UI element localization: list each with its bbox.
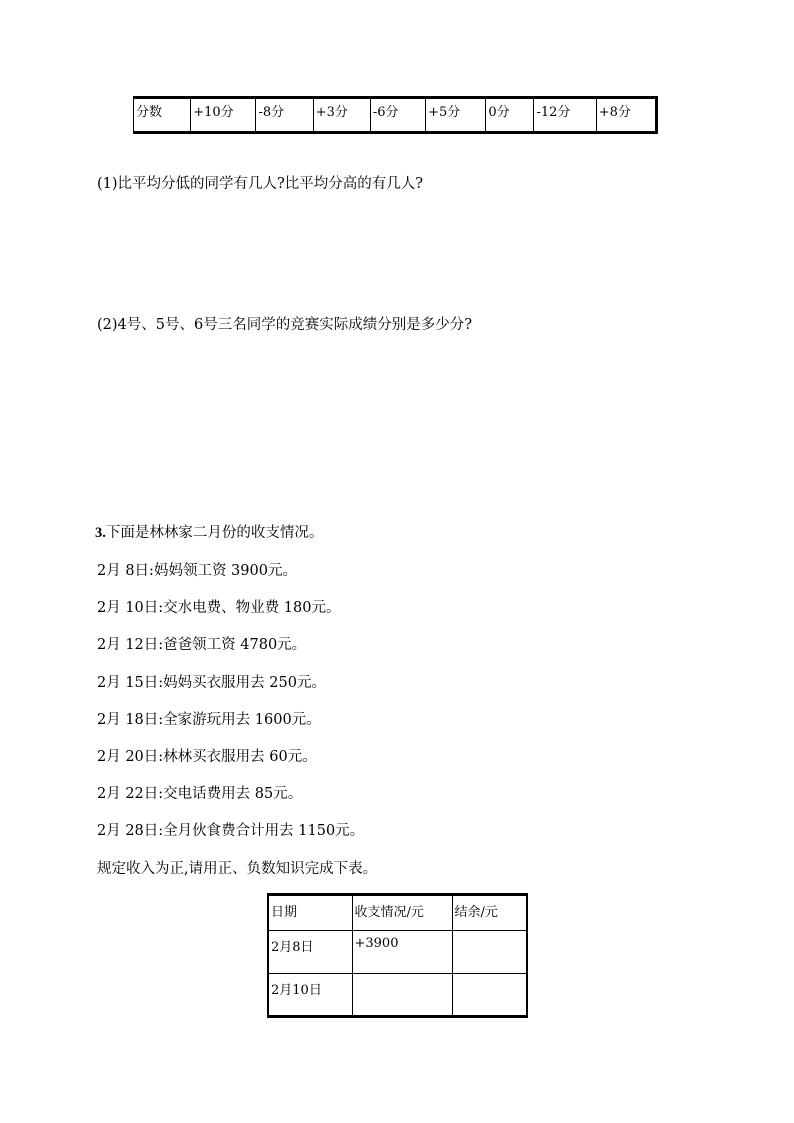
date-cell: 2月10日 bbox=[268, 974, 352, 1017]
table-row bbox=[268, 931, 527, 974]
balance-cell bbox=[452, 974, 527, 1017]
table-cell: -12分 bbox=[534, 98, 596, 133]
table-row bbox=[134, 98, 657, 133]
entry-line: 2月 20日:林林买衣服用去 60元。 bbox=[97, 749, 317, 765]
question-3-intro bbox=[95, 521, 323, 542]
entry-line: 2月 28日:全月伙食费合计用去 1150元。 bbox=[97, 823, 365, 839]
table-cell: -8分 bbox=[256, 98, 313, 133]
entry-line: 2月 8日:妈妈领工资 3900元。 bbox=[97, 563, 297, 579]
table-cell: 0分 bbox=[486, 98, 534, 133]
entry-line: 2月 10日:交水电费、物业费 180元。 bbox=[97, 600, 341, 616]
question-number: 3. bbox=[95, 525, 106, 541]
column-header-balance: 结余/元 bbox=[452, 895, 527, 931]
score-table bbox=[133, 96, 658, 134]
question-2: (2)4号、5号、6号三名同学的竞赛实际成绩分别是多少分? bbox=[97, 317, 472, 333]
date-cell: 2月8日 bbox=[268, 931, 352, 974]
column-header-date: 日期 bbox=[268, 895, 352, 931]
amount-cell bbox=[352, 974, 452, 1017]
table-cell-header: 分数 bbox=[134, 98, 191, 133]
table-cell: +3分 bbox=[313, 98, 370, 133]
table-cell: +10分 bbox=[191, 98, 256, 133]
entry-line: 2月 22日:交电话费用去 85元。 bbox=[97, 786, 303, 802]
entry-line: 2月 12日:爸爸领工资 4780元。 bbox=[97, 637, 307, 653]
table-cell: +5分 bbox=[426, 98, 486, 133]
column-header-amount: 收支情况/元 bbox=[352, 895, 452, 931]
balance-cell bbox=[452, 931, 527, 974]
entry-line: 2月 18日:全家游玩用去 1600元。 bbox=[97, 712, 321, 728]
table-header-row bbox=[268, 895, 527, 931]
instruction-text: 规定收入为正,请用正、负数知识完成下表。 bbox=[97, 861, 378, 877]
question-1: (1)比平均分低的同学有几人?比平均分高的有几人? bbox=[97, 176, 424, 192]
entry-line: 2月 15日:妈妈买衣服用去 250元。 bbox=[97, 675, 326, 691]
intro-text: 下面是林林家二月份的收支情况。 bbox=[105, 525, 324, 541]
amount-cell: +3900 bbox=[352, 931, 452, 974]
ledger-table bbox=[267, 893, 528, 1018]
table-cell: +8分 bbox=[596, 98, 656, 133]
table-cell: -6分 bbox=[370, 98, 425, 133]
table-row bbox=[268, 974, 527, 1017]
